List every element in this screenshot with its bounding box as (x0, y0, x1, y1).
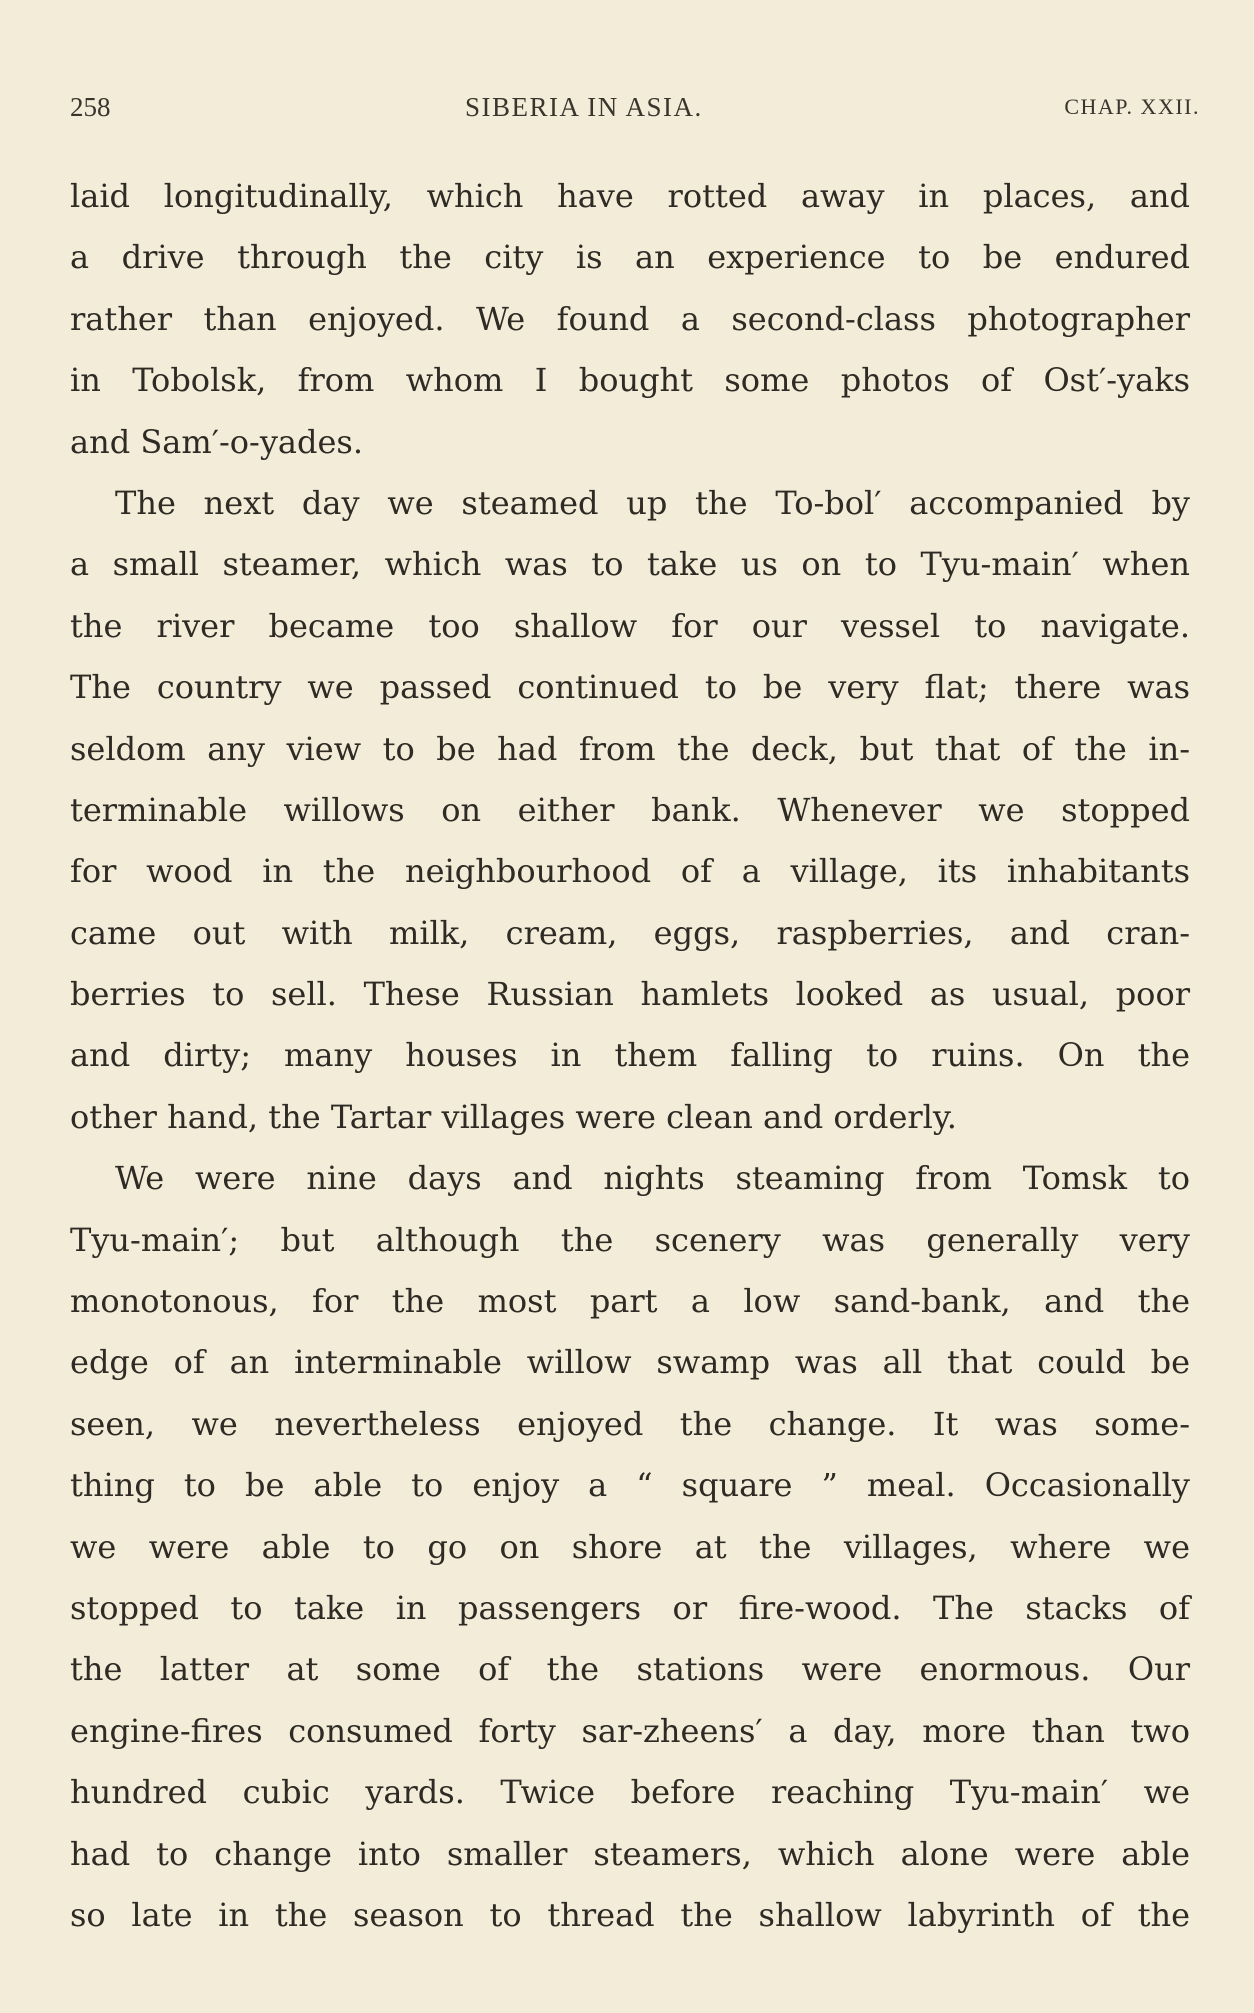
text-line: seldom any view to be had from the deck, but that of the in- (70, 729, 1190, 768)
text-line: the river became too shallow for our vessel to navigate. (70, 606, 1190, 645)
text-line: thing to be able to enjoy a “ square ” meal. Occasionally (70, 1466, 1190, 1505)
text-line: the latter at some of the stations were enormous. Our (70, 1650, 1190, 1689)
text-line: stopped to take in passengers or fire-wood. The stacks of (70, 1588, 1190, 1627)
paragraph-start-line: The next day we steamed up the To-bol′ accompanied by (115, 483, 1190, 522)
text-line: other hand, the Tartar villages were clean and orderly. (70, 1097, 957, 1136)
text-line: seen, we nevertheless enjoyed the change. It was some- (70, 1404, 1190, 1443)
text-line: and dirty; many houses in them falling to ruins. On the (70, 1036, 1190, 1075)
body-text (70, 166, 1190, 1946)
text-line: engine-fires consumed forty sar-zheens′ a day, more than two (70, 1711, 1190, 1750)
text-line: rather than enjoyed. We found a second-class photographer (70, 299, 1190, 338)
running-title: SIBERIA IN ASIA. (465, 92, 703, 122)
text-line: a small steamer, which was to take us on to Tyu-main′ when (70, 545, 1190, 584)
text-line: monotonous, for the most part a low sand-bank, and the (70, 1282, 1190, 1321)
text-line: for wood in the neighbourhood of a village, its inhabitants (70, 852, 1190, 891)
text-line: edge of an interminable willow swamp was all that could be (70, 1343, 1190, 1382)
running-header (70, 92, 1200, 132)
text-line: a drive through the city is an experience to be endured (70, 238, 1190, 277)
text-line: terminable willows on either bank. Whenever we stopped (70, 790, 1190, 829)
text-line: The country we passed continued to be very flat; there was (70, 668, 1190, 707)
text-line: in Tobolsk, from whom I bought some photos of Ost′-yaks (70, 361, 1190, 400)
text-line: berries to sell. These Russian hamlets looked as usual, poor (70, 975, 1190, 1014)
text-line: had to change into smaller steamers, which alone were able (70, 1834, 1190, 1873)
text-line: came out with milk, cream, eggs, raspberries, and cran- (70, 913, 1190, 952)
text-line: laid longitudinally, which have rotted away in places, and (70, 177, 1190, 215)
text-line: so late in the season to thread the shallow labyrinth of the (70, 1895, 1190, 1934)
text-line: Tyu-main′; but although the scenery was generally very (70, 1220, 1190, 1259)
text-line: hundred cubic yards. Twice before reaching Tyu-main′ we (70, 1773, 1190, 1812)
page-number: 258 (70, 92, 111, 122)
text-line: we were able to go on shore at the villages, where we (70, 1527, 1190, 1566)
chapter-label: CHAP. XXII. (1064, 94, 1200, 119)
paragraph-start-line: We were nine days and nights steaming from Tomsk to (115, 1159, 1190, 1198)
text-line: and Sam′-o-yades. (70, 422, 364, 461)
